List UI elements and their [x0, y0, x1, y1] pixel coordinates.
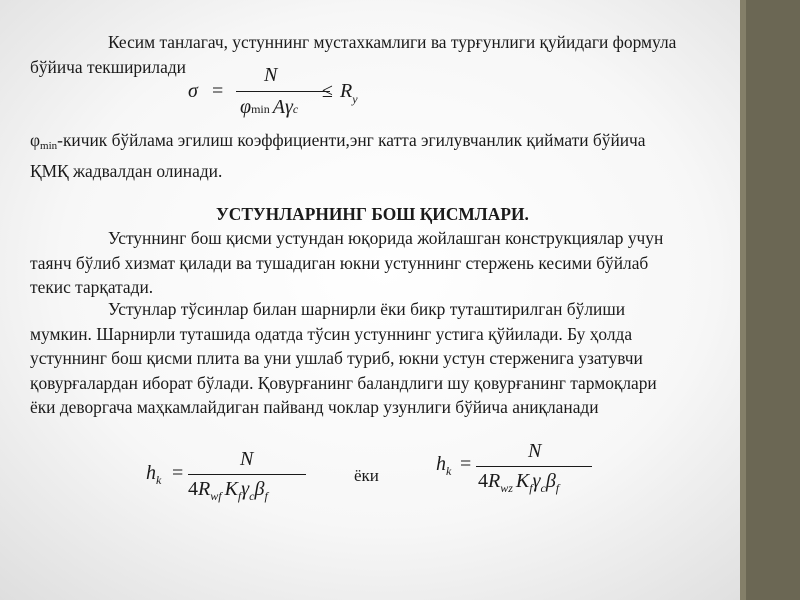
- formula3-k: K: [515, 470, 530, 492]
- formula-leq: ≤: [322, 80, 333, 102]
- formula2-beta-subscript: f: [264, 489, 268, 503]
- formula3-equals: =: [460, 453, 472, 475]
- paragraph-connections-line-1: Устунлар тўсинлар билан шарнирли ёки бикр туташтирилган бўлиши: [108, 299, 626, 319]
- paragraph-column-head-line-3: текис тарқатади.: [30, 277, 154, 297]
- formula3-numerator: N: [528, 440, 542, 462]
- formula2-r: R: [198, 478, 211, 500]
- formula-denominator: [240, 96, 298, 119]
- formula3-gamma-subscript: c: [540, 481, 546, 495]
- formula2-r-subscript: wf: [210, 489, 222, 503]
- formula-phi: φ: [240, 96, 252, 118]
- paragraph-connections-line-5: ёки деворгача маҳкамлайдиган пайванд чоклар узунлиги бўйича аниқланади: [30, 397, 599, 417]
- formula2-four: 4: [188, 478, 198, 500]
- paragraph-connections: [30, 297, 770, 420]
- formula3-beta-subscript: f: [555, 481, 560, 495]
- paragraph-connections-line-2: мумкин. Шарнирли туташида одатда тўсин устуннинг устига қўйилади. Бу ҳолда: [30, 323, 633, 344]
- formula-gamma-subscript: c: [292, 102, 299, 116]
- paragraph-intro-line-2: бўйича текширилади: [30, 56, 186, 77]
- formula-r-subscript: y: [352, 92, 358, 106]
- formula3-denominator: [478, 470, 559, 496]
- paragraph-phi-line-1-text: -кичик бўйлама эгилиш коэффициенти,энг катта эгилувчанлик қиймати бўйича: [57, 130, 646, 150]
- formula3-r: R: [488, 470, 501, 492]
- paragraph-phi: [30, 128, 770, 183]
- formula-gamma: γ: [284, 96, 293, 118]
- formula2-gamma: γ: [241, 478, 250, 500]
- paragraph-connections-line-3: устуннинг бош қисми плита ва уни ушлаб туриб, юкни устун стерженига узатувчи: [30, 348, 643, 368]
- paragraph-column-head-line-1: Устуннинг бош қисми устундан юқорида жойлашган конструкциялар учун: [108, 228, 664, 248]
- formula3-beta: β: [545, 470, 556, 492]
- formula-sigma: σ: [188, 80, 198, 102]
- formula3-lhs: [436, 453, 451, 479]
- formula-connector: ёки: [354, 466, 379, 485]
- formula-equals: =: [212, 80, 224, 102]
- formula3-h-subscript: k: [446, 464, 452, 478]
- formula2-gamma-subscript: c: [249, 489, 255, 503]
- paragraph-phi-line-2: ҚМҚ жадвалдан олинади.: [30, 160, 223, 181]
- formula2-k-subscript: f: [237, 489, 242, 503]
- formula3-r-subscript: wz: [500, 481, 513, 495]
- formula-numerator: N: [264, 64, 278, 86]
- paragraph-connections-line-4: қовурғалардан иборат бўлади. Қовурғанинг баландлиги шу қовурғанинг тармоқлари: [30, 372, 657, 393]
- formula3-h: h: [436, 453, 446, 475]
- paragraph-intro-line-1: Кесим танлагач, устуннинг мустахкамлиги ва турғунлиги қуйидаги формула: [108, 32, 677, 52]
- formula2-lhs: [146, 462, 161, 488]
- formula2-denominator: [188, 478, 268, 504]
- paragraph-column-head-line-2: таянч бўлиб хизмат қилади ва тушадиган юкни устуннинг стержень кесими бўйлаб: [30, 252, 649, 273]
- formula2-k: K: [224, 478, 238, 500]
- paragraph-column-head: [30, 226, 770, 300]
- formula3-fraction-line: [476, 466, 592, 467]
- formula-fraction-line: [236, 91, 330, 92]
- formula3-four: 4: [478, 470, 488, 492]
- paragraph-intro: [30, 30, 770, 79]
- formula-phi-subscript: min: [251, 102, 270, 116]
- formula2-beta: β: [254, 478, 265, 500]
- formula2-h: h: [146, 462, 156, 484]
- formula3-gamma: γ: [532, 470, 541, 492]
- formula2-fraction-line: [188, 474, 306, 475]
- slide-sidebar-accent: [740, 0, 746, 600]
- formula-area: A: [272, 96, 285, 118]
- paragraph-phi-line-1: [30, 128, 770, 159]
- formula2-equals: =: [172, 462, 184, 484]
- formula3-k-subscript: f: [529, 481, 533, 495]
- phi-subscript: min: [40, 140, 58, 152]
- formula2-numerator: N: [240, 448, 254, 470]
- formula-rhs: [340, 80, 358, 107]
- slide-sidebar: [740, 0, 800, 600]
- formula-r: R: [340, 80, 353, 102]
- formula2-h-subscript: k: [156, 473, 162, 487]
- phi-symbol: φ: [30, 130, 41, 150]
- section-heading: УСТУНЛАРНИНГ БОШ ҚИСМЛАРИ.: [216, 204, 529, 224]
